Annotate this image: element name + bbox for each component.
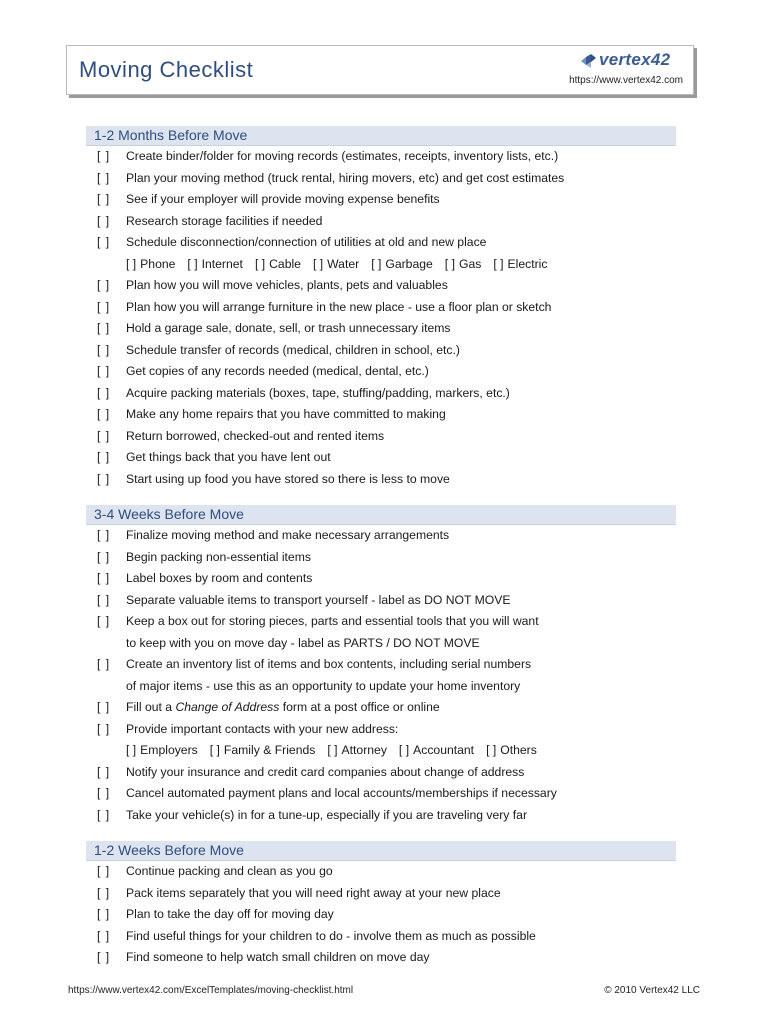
- checkbox[interactable]: [ ]: [97, 657, 111, 671]
- checkbox[interactable]: [ ]: [97, 170, 111, 185]
- checkbox[interactable]: [ ]: [97, 213, 111, 228]
- checkbox[interactable]: [ ]: [97, 807, 111, 822]
- brand-url[interactable]: https://www.vertex42.com: [569, 75, 683, 86]
- checklist-item: [86, 861, 676, 883]
- item-text: Label boxes by room and contents: [126, 571, 313, 585]
- item-text: Get things back that you have lent out: [126, 450, 331, 464]
- checkbox[interactable]: [ ]: [97, 407, 111, 421]
- checklist-item: [86, 568, 676, 590]
- checkbox[interactable]: [ ]: [312, 256, 324, 271]
- checklist-item: [86, 211, 676, 233]
- option-label: Others: [500, 743, 537, 757]
- checklist-item: [86, 232, 676, 254]
- section-1-2-months: [86, 126, 676, 490]
- option-item: [371, 257, 433, 271]
- item-text: Schedule disconnection/connection of utilities at old and new place: [126, 235, 487, 249]
- checkbox[interactable]: [ ]: [187, 256, 198, 271]
- checkbox[interactable]: [ ]: [126, 256, 137, 271]
- checkbox[interactable]: [ ]: [97, 428, 111, 443]
- item-text: Plan your moving method (truck rental, hiring movers, etc) and get cost estimates: [126, 170, 565, 185]
- item-text: Begin packing non-essential items: [126, 549, 311, 564]
- item-text: Separate valuable items to transport yourself - label as DO NOT MOVE: [126, 592, 511, 607]
- checkbox[interactable]: [ ]: [97, 950, 111, 964]
- option-item: [313, 257, 359, 271]
- contacts-options: [86, 740, 676, 762]
- checkbox[interactable]: [ ]: [254, 256, 266, 271]
- item-text: Make any home repairs that you have committed to making: [126, 407, 446, 421]
- item-text: Keep a box out for storing pieces, parts and essential tools that you will want: [126, 614, 539, 628]
- checkbox[interactable]: [ ]: [97, 592, 111, 607]
- checkbox[interactable]: [ ]: [97, 528, 111, 542]
- checklist-item: [86, 947, 676, 969]
- checklist-item: [86, 426, 676, 448]
- checkbox[interactable]: [ ]: [97, 571, 111, 585]
- checklist-item: [86, 146, 676, 168]
- item-text: Start using up food you have stored so there is less to move: [126, 471, 450, 486]
- checklist-item: [86, 168, 676, 190]
- item-text: Provide important contacts with your new address:: [126, 721, 399, 736]
- option-item: [210, 743, 316, 757]
- checkbox[interactable]: [ ]: [97, 864, 111, 878]
- checklist-item: [86, 275, 676, 297]
- utilities-options: [86, 254, 676, 276]
- checklist-item: [86, 783, 676, 805]
- item-text: Create an inventory list of items and box contents, including serial numbers: [126, 657, 532, 671]
- checkbox[interactable]: [ ]: [97, 471, 111, 486]
- checkbox[interactable]: [ ]: [493, 256, 504, 271]
- header-box: [66, 45, 694, 95]
- item-text: Find useful things for your children to do - involve them as much as possible: [126, 928, 536, 943]
- checklist-item: [86, 469, 676, 491]
- option-item: [255, 257, 301, 271]
- option-label: Attorney: [341, 743, 387, 757]
- item-text-before: Fill out a: [126, 700, 176, 714]
- item-text: Acquire packing materials (boxes, tape, stuffing/padding, markers, etc.): [126, 385, 510, 400]
- checklist-item: [86, 762, 676, 784]
- checklist-item: [86, 297, 676, 319]
- checklist-item: [86, 590, 676, 612]
- checklist-item: [86, 447, 676, 469]
- section-title: 3-4 Weeks Before Move: [86, 505, 676, 525]
- item-text: Pack items separately that you will need right away at your new place: [126, 885, 501, 900]
- option-item: [327, 743, 387, 757]
- item-text: Find someone to help watch small children on move day: [126, 950, 430, 964]
- item-text: See if your employer will provide moving expense benefits: [126, 192, 440, 206]
- checkbox[interactable]: [ ]: [97, 700, 111, 714]
- option-label: Phone: [140, 256, 176, 271]
- option-item: [187, 257, 243, 271]
- option-item: [486, 743, 537, 757]
- option-label: Electric: [507, 256, 548, 271]
- option-item: [126, 743, 198, 757]
- checkbox[interactable]: [ ]: [97, 907, 111, 921]
- item-text: Plan how you will move vehicles, plants, pets and valuables: [126, 278, 448, 292]
- checklist-item: [86, 340, 676, 362]
- item-text: Return borrowed, checked-out and rented items: [126, 428, 385, 443]
- checklist-item: [86, 611, 676, 633]
- checkbox[interactable]: [ ]: [97, 721, 111, 736]
- option-item: [399, 743, 474, 757]
- checklist-item: [86, 697, 676, 719]
- vertex42-logo-icon: [579, 52, 599, 70]
- brand: [541, 52, 681, 72]
- checkbox[interactable]: [ ]: [126, 743, 137, 757]
- checklist-item: [86, 361, 676, 383]
- item-text: Cancel automated payment plans and local accounts/memberships if necessary: [126, 786, 557, 800]
- item-text: Research storage facilities if needed: [126, 213, 323, 228]
- option-label: Gas: [458, 256, 482, 271]
- footer-copyright: © 2010 Vertex42 LLC: [604, 985, 700, 996]
- checkbox[interactable]: [ ]: [444, 256, 455, 271]
- checkbox[interactable]: [ ]: [209, 743, 220, 757]
- item-text: Get copies of any records needed (medical, dental, etc.): [126, 364, 429, 378]
- section-title: 1-2 Weeks Before Move: [86, 841, 676, 861]
- option-label: Internet: [201, 256, 243, 271]
- checklist-item: [86, 883, 676, 905]
- checklist-item: [86, 318, 676, 340]
- checklist-item: [86, 805, 676, 827]
- checkbox[interactable]: [ ]: [97, 192, 111, 206]
- checklist-item: [86, 383, 676, 405]
- checkbox[interactable]: [ ]: [97, 786, 111, 800]
- item-text: Schedule transfer of records (medical, children in school, etc.): [126, 342, 460, 357]
- option-label: Family & Friends: [223, 743, 316, 757]
- checklist-item: [86, 547, 676, 569]
- item-text: Continue packing and clean as you go: [126, 864, 333, 878]
- checkbox[interactable]: [ ]: [97, 385, 111, 400]
- checklist-item: [86, 189, 676, 211]
- item-continuation: of major items - use this as an opportunity to update your home inventory: [126, 678, 521, 693]
- checklist-item: [86, 926, 676, 948]
- checklist-item: [86, 654, 676, 676]
- checkbox[interactable]: [ ]: [97, 278, 111, 292]
- checkbox[interactable]: [ ]: [97, 928, 111, 943]
- checkbox[interactable]: [ ]: [97, 450, 111, 464]
- section-1-2-weeks: [86, 841, 676, 969]
- item-text: Finalize moving method and make necessary arrangements: [126, 528, 450, 542]
- item-text: [126, 697, 440, 719]
- option-label: Employers: [140, 743, 198, 757]
- item-text-italic: Change of Address: [175, 700, 280, 714]
- checkbox[interactable]: [ ]: [97, 149, 111, 163]
- option-label: Cable: [269, 256, 301, 271]
- checkbox[interactable]: [ ]: [398, 743, 410, 757]
- brand-name: vertex42: [599, 50, 671, 69]
- checkbox[interactable]: [ ]: [97, 549, 111, 564]
- footer-url[interactable]: https://www.vertex42.com/ExcelTemplates/moving-checklist.html: [68, 985, 354, 996]
- checkbox[interactable]: [ ]: [97, 614, 111, 628]
- checkbox[interactable]: [ ]: [486, 743, 497, 757]
- item-text: Plan to take the day off for moving day: [126, 907, 334, 921]
- item-text: Take your vehicle(s) in for a tune-up, especially if you are traveling very far: [126, 807, 528, 822]
- item-continuation: to keep with you on move day - label as PARTS / DO NOT MOVE: [126, 635, 480, 650]
- checkbox[interactable]: [ ]: [97, 764, 111, 779]
- page-title: Moving Checklist: [79, 57, 254, 82]
- option-item: [493, 257, 547, 271]
- checkbox[interactable]: [ ]: [97, 299, 111, 314]
- checklist-item: [86, 719, 676, 741]
- checkbox[interactable]: [ ]: [97, 235, 111, 249]
- item-text: Plan how you will arrange furniture in the new place - use a floor plan or sketch: [126, 299, 552, 314]
- option-item: [445, 257, 482, 271]
- option-label: Accountant: [413, 743, 475, 757]
- checkbox[interactable]: [ ]: [97, 885, 111, 900]
- item-text: Hold a garage sale, donate, sell, or trash unnecessary items: [126, 321, 451, 335]
- option-label: Water: [327, 256, 360, 271]
- section-title: 1-2 Months Before Move: [86, 126, 676, 146]
- option-item: [126, 257, 175, 271]
- checklist-item: [86, 525, 676, 547]
- checkbox[interactable]: [ ]: [97, 342, 111, 357]
- checklist-item: [86, 404, 676, 426]
- checklist-item: [86, 904, 676, 926]
- section-3-4-weeks: [86, 505, 676, 826]
- checkbox[interactable]: [ ]: [97, 321, 111, 335]
- item-text: Create binder/folder for moving records (estimates, receipts, inventory lists, etc.): [126, 149, 559, 163]
- checkbox[interactable]: [ ]: [371, 256, 382, 271]
- checkbox[interactable]: [ ]: [327, 743, 338, 757]
- option-label: Garbage: [385, 256, 433, 271]
- item-text-after: form at a post office or online: [279, 700, 440, 714]
- checkbox[interactable]: [ ]: [97, 364, 111, 378]
- item-text: Notify your insurance and credit card companies about change of address: [126, 764, 525, 779]
